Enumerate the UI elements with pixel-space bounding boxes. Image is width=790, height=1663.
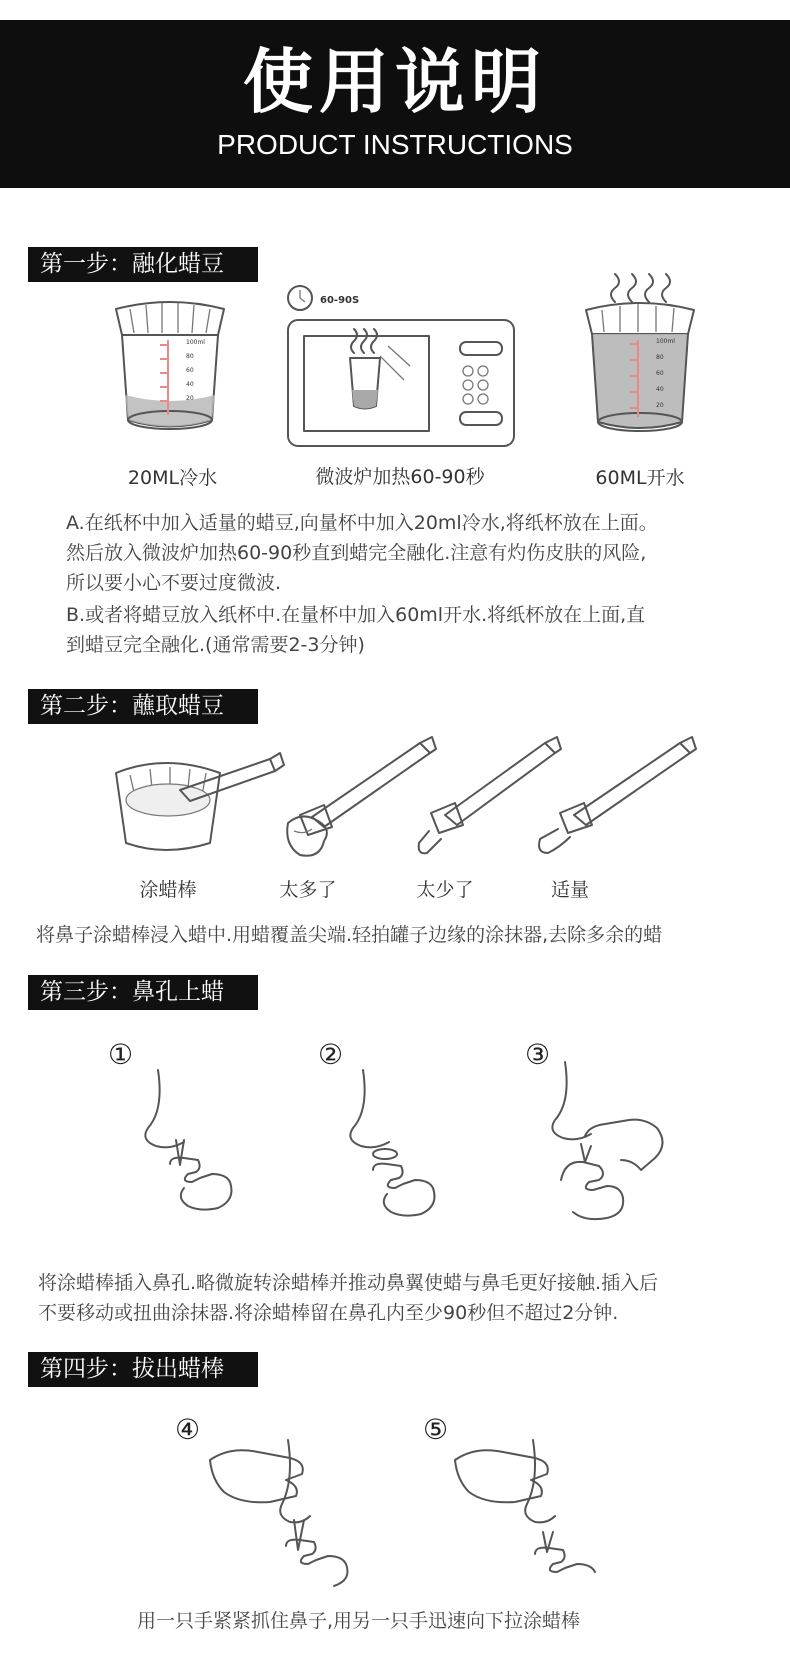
text-line: 将鼻子涂蜡棒浸入蜡中.用蜡覆盖尖端.轻拍罐子边缘的涂抹器,去除多余的蜡 bbox=[36, 924, 663, 946]
caption-hot-water: 60ML开水 bbox=[595, 467, 685, 489]
text-line: 不要移动或扭曲涂抹器.将涂蜡棒留在鼻孔内至少90秒但不超过2分钟. bbox=[38, 1302, 619, 1324]
cup-mark: 100ml bbox=[186, 339, 205, 346]
caption-right-amount: 适量 bbox=[550, 879, 589, 901]
pull-stick-illustration-4 bbox=[210, 1440, 380, 1580]
step-marker-3: ③ bbox=[525, 1038, 551, 1071]
caption-too-much: 太多了 bbox=[279, 879, 337, 901]
cup-mark: 80 bbox=[656, 354, 664, 361]
step4-label: 第四步：拔出蜡棒 bbox=[28, 1352, 258, 1387]
step4-paragraph bbox=[137, 1606, 580, 1636]
cup-mark: 80 bbox=[186, 353, 194, 360]
cup-mark: 100ml bbox=[656, 338, 675, 345]
cup-mark: 20 bbox=[186, 395, 194, 402]
cup-mark: 60 bbox=[186, 367, 194, 374]
pull-stick-illustration-5 bbox=[455, 1440, 625, 1580]
cup-mark: 20 bbox=[656, 402, 664, 409]
step-marker-2: ② bbox=[318, 1038, 344, 1071]
step-marker-1: ① bbox=[108, 1038, 134, 1071]
text-line: 然后放入微波炉加热60-90秒直到蜡完全融化.注意有灼伤皮肤的风险, bbox=[66, 542, 647, 564]
hot-water-cup-illustration bbox=[580, 272, 700, 437]
insert-stick-illustration-2 bbox=[345, 1070, 475, 1220]
text-line: B.或者将蜡豆放入纸杯中.在量杯中加入60ml开水.将纸杯放在上面,直 bbox=[66, 604, 646, 626]
step1-label: 第一步：融化蜡豆 bbox=[28, 247, 258, 282]
text-line: 所以要小心不要过度微波. bbox=[66, 572, 282, 594]
page-subtitle: PRODUCT INSTRUCTIONS bbox=[217, 129, 573, 160]
caption-cold-water: 20ML冷水 bbox=[127, 467, 218, 489]
step3-label: 第三步：鼻孔上蜡 bbox=[28, 975, 258, 1010]
cup-mark: 40 bbox=[656, 386, 664, 393]
step1-paragraph-a bbox=[66, 508, 658, 598]
push-nostril-illustration-3 bbox=[545, 1062, 705, 1222]
cup-mark: 40 bbox=[186, 381, 194, 388]
step-marker-5: ⑤ bbox=[423, 1413, 449, 1446]
stick-right-amount-wax-illustration bbox=[530, 735, 700, 860]
caption-microwave: 微波炉加热60-90秒 bbox=[315, 466, 485, 488]
text-line: 到蜡豆完全融化.(通常需要2-3分钟) bbox=[66, 634, 365, 656]
step2-paragraph bbox=[36, 920, 662, 950]
cup-mark: 60 bbox=[656, 370, 664, 377]
cold-water-cup-illustration bbox=[110, 295, 230, 435]
text-line: A.在纸杯中加入适量的蜡豆,向量杯中加入20ml冷水,将纸杯放在上面。 bbox=[66, 512, 658, 534]
text-line: 将涂蜡棒插入鼻孔.略微旋转涂蜡棒并推动鼻翼使蜡与鼻毛更好接触.插入后 bbox=[38, 1272, 659, 1294]
step2-label: 第二步：蘸取蜡豆 bbox=[28, 689, 258, 724]
step3-paragraph bbox=[38, 1268, 658, 1328]
step-marker-4: ④ bbox=[175, 1413, 201, 1446]
header-banner bbox=[0, 20, 790, 188]
caption-wax-stick: 涂蜡棒 bbox=[139, 879, 197, 901]
wax-pot-stick-illustration bbox=[110, 745, 285, 860]
text-line: 用一只手紧紧抓住鼻子,用另一只手迅速向下拉涂蜡棒 bbox=[137, 1610, 581, 1632]
timer-text: 60-90S bbox=[320, 295, 360, 306]
insert-stick-illustration-1 bbox=[140, 1070, 270, 1220]
step1-paragraph-b bbox=[66, 600, 645, 660]
microwave-illustration bbox=[280, 278, 525, 453]
caption-too-little: 太少了 bbox=[416, 879, 474, 901]
page-title: 使用说明 bbox=[243, 41, 547, 123]
